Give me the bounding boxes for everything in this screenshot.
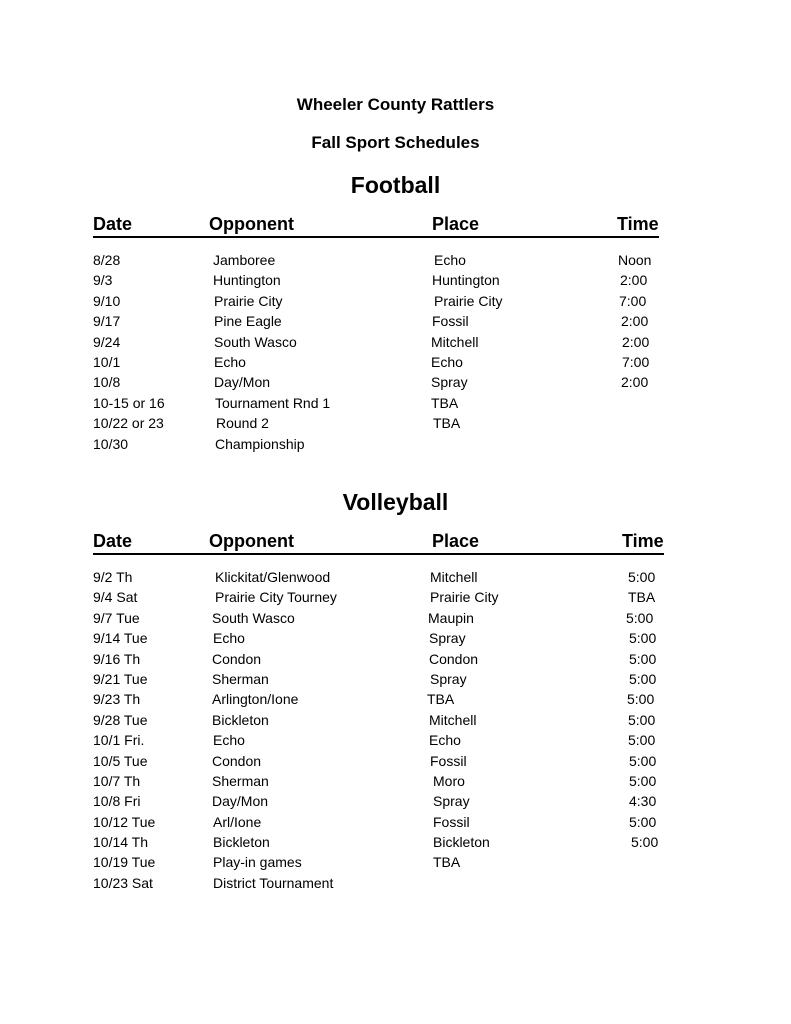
volleyball-cell-opponent: Bickleton	[213, 834, 270, 851]
football-cell-time: 2:00	[621, 313, 649, 330]
football-cell-opponent: Prairie City	[214, 292, 283, 309]
football-cell-date: 10/8	[93, 374, 121, 391]
volleyball-cell-date: 9/16 Th	[93, 650, 141, 667]
volleyball-table-row	[93, 813, 673, 833]
football-cell-date: 9/10	[93, 292, 121, 309]
football-cell-place: TBA	[431, 394, 459, 411]
football-cell-place: Echo	[434, 252, 466, 268]
volleyball-cell-date: 9/2 Th	[93, 569, 133, 585]
football-cell-place: Fossil	[432, 313, 469, 330]
volleyball-cell-place: Mitchell	[430, 569, 478, 585]
football-cell-date: 9/24	[93, 333, 121, 350]
volleyball-cell-opponent: District Tournament	[213, 874, 334, 891]
volleyball-cell-date: 10/8 Fri	[93, 793, 141, 810]
football-cell-opponent: Pine Eagle	[214, 313, 282, 330]
football-cell-time: Noon	[618, 252, 652, 268]
volleyball-table-row	[93, 792, 673, 812]
football-cell-date: 9/3	[93, 272, 113, 289]
volleyball-cell-place: Echo	[429, 732, 461, 749]
volleyball-cell-time: 5:00	[629, 772, 657, 789]
volleyball-cell-place: Condon	[429, 650, 479, 667]
volleyball-cell-date: 10/12 Tue	[93, 813, 156, 830]
volleyball-cell-place: TBA	[427, 691, 455, 708]
football-cell-opponent: Championship	[215, 435, 305, 452]
volleyball-cell-place: Fossil	[430, 752, 467, 769]
volleyball-cell-place: Spray	[430, 670, 467, 687]
football-table-row	[93, 353, 673, 373]
football-cell-opponent: Huntington	[213, 272, 281, 289]
volleyball-cell-opponent: Arl/Ione	[213, 813, 262, 830]
volleyball-cell-opponent: Condon	[212, 650, 262, 667]
volleyball-table-row	[93, 874, 673, 894]
volleyball-cell-opponent: Sherman	[212, 772, 269, 789]
football-cell-place: Huntington	[432, 272, 500, 289]
volleyball-cell-place: Maupin	[428, 609, 474, 626]
volleyball-table-header	[93, 531, 664, 555]
football-cell-time: 7:00	[619, 292, 647, 309]
volleyball-cell-time: 5:00	[629, 630, 657, 647]
volleyball-cell-date: 9/4 Sat	[93, 589, 138, 606]
football-cell-date: 8/28	[93, 252, 121, 268]
volleyball-header-place: Place	[432, 531, 480, 551]
football-section-title: Football	[350, 172, 441, 198]
volleyball-table-row	[93, 711, 673, 731]
volleyball-cell-opponent: Arlington/Ione	[212, 691, 299, 708]
football-cell-date: 10/22 or 23	[93, 415, 164, 432]
football-table-row	[93, 271, 673, 291]
football-header-place: Place	[432, 214, 480, 234]
volleyball-section-title: Volleyball	[342, 489, 449, 515]
football-table-row	[93, 373, 673, 393]
football-header-opponent: Opponent	[209, 214, 294, 234]
football-cell-place: Spray	[431, 374, 468, 391]
volleyball-cell-date: 10/19 Tue	[93, 854, 156, 871]
volleyball-table-row	[93, 609, 673, 629]
volleyball-cell-place: Prairie City	[430, 589, 499, 606]
football-table-row	[93, 394, 673, 414]
volleyball-cell-date: 9/7 Tue	[93, 609, 140, 626]
volleyball-cell-place: Mitchell	[429, 711, 477, 728]
football-header-time: Time	[617, 214, 659, 234]
volleyball-table-row	[93, 670, 673, 690]
volleyball-cell-place: Fossil	[433, 813, 470, 830]
football-cell-time: 2:00	[622, 333, 650, 350]
football-cell-time: 2:00	[621, 374, 649, 391]
football-cell-opponent: Echo	[214, 353, 246, 370]
football-cell-place: Prairie City	[434, 292, 503, 309]
volleyball-cell-opponent: Play-in games	[213, 854, 302, 871]
football-table-row	[93, 292, 673, 312]
football-cell-opponent: South Wasco	[214, 333, 297, 350]
volleyball-cell-place: Spray	[433, 793, 470, 810]
volleyball-cell-date: 9/28 Tue	[93, 711, 148, 728]
volleyball-cell-time: 5:00	[631, 834, 659, 851]
volleyball-cell-opponent: Day/Mon	[212, 793, 269, 810]
volleyball-cell-time: 5:00	[628, 732, 656, 749]
volleyball-header-opponent: Opponent	[209, 531, 294, 551]
volleyball-cell-time: 5:00	[628, 711, 656, 728]
volleyball-table-row	[93, 833, 673, 853]
volleyball-table-row	[93, 690, 673, 710]
schedule-subtitle: Fall Sport Schedules	[311, 133, 480, 152]
volleyball-cell-place: Spray	[429, 630, 466, 647]
volleyball-cell-opponent: Condon	[212, 752, 262, 769]
volleyball-cell-date: 9/23 Th	[93, 691, 141, 708]
football-table-row	[93, 435, 673, 455]
volleyball-cell-date: 10/1 Fri.	[93, 732, 145, 749]
volleyball-cell-opponent: Sherman	[212, 670, 269, 687]
football-table-body	[93, 251, 673, 455]
volleyball-cell-place: Bickleton	[433, 834, 490, 851]
volleyball-table-row	[93, 650, 673, 670]
volleyball-cell-time: 5:00	[627, 691, 655, 708]
volleyball-header-date: Date	[93, 531, 133, 551]
volleyball-cell-date: 9/21 Tue	[93, 670, 148, 687]
football-cell-time: 2:00	[620, 272, 648, 289]
football-cell-place: Mitchell	[431, 333, 479, 350]
football-table-header	[93, 214, 659, 238]
football-table-row	[93, 333, 673, 353]
football-cell-opponent: Round 2	[216, 415, 269, 432]
football-cell-date: 10/30	[93, 435, 129, 452]
football-cell-time: 7:00	[622, 353, 650, 370]
volleyball-table-row	[93, 853, 673, 873]
volleyball-cell-date: 10/23 Sat	[93, 874, 153, 891]
volleyball-cell-date: 10/14 Th	[93, 834, 149, 851]
volleyball-header-time: Time	[622, 531, 664, 551]
volleyball-cell-opponent: Bickleton	[212, 711, 269, 728]
volleyball-table-row	[93, 588, 673, 608]
football-cell-place: TBA	[433, 415, 461, 432]
volleyball-table-row	[93, 629, 673, 649]
football-cell-date: 10/1	[93, 353, 121, 370]
football-table-row	[93, 312, 673, 332]
football-cell-opponent: Day/Mon	[214, 374, 271, 391]
football-table-row	[93, 414, 673, 434]
volleyball-cell-opponent: Prairie City Tourney	[215, 589, 337, 606]
football-table-row	[93, 251, 673, 271]
volleyball-cell-time: 5:00	[629, 752, 657, 769]
org-title: Wheeler County Rattlers	[296, 95, 495, 114]
football-cell-place: Echo	[431, 353, 463, 370]
volleyball-cell-opponent: Klickitat/Glenwood	[215, 569, 331, 585]
volleyball-table-row	[93, 731, 673, 751]
volleyball-cell-time: 5:00	[629, 670, 657, 687]
volleyball-cell-time: 5:00	[626, 609, 654, 626]
football-cell-date: 10-15 or 16	[93, 394, 165, 411]
volleyball-cell-opponent: Echo	[213, 732, 245, 749]
volleyball-cell-opponent: South Wasco	[212, 609, 295, 626]
volleyball-cell-place: Moro	[433, 772, 465, 789]
football-cell-date: 9/17	[93, 313, 121, 330]
volleyball-table-row	[93, 752, 673, 772]
volleyball-cell-time: 4:30	[629, 793, 657, 810]
volleyball-cell-time: 5:00	[628, 569, 656, 585]
volleyball-table-row	[93, 772, 673, 792]
volleyball-cell-date: 10/5 Tue	[93, 752, 148, 769]
volleyball-cell-time: TBA	[628, 589, 656, 606]
volleyball-cell-time: 5:00	[629, 813, 657, 830]
volleyball-cell-date: 10/7 Th	[93, 772, 141, 789]
football-cell-opponent: Jamboree	[213, 252, 276, 268]
volleyball-cell-opponent: Echo	[213, 630, 245, 647]
football-cell-opponent: Tournament Rnd 1	[215, 394, 331, 411]
volleyball-cell-date: 9/14 Tue	[93, 630, 148, 647]
football-header-date: Date	[93, 214, 133, 234]
volleyball-cell-time: 5:00	[629, 650, 657, 667]
volleyball-cell-place: TBA	[433, 854, 461, 871]
volleyball-table-body	[93, 568, 673, 894]
volleyball-table-row	[93, 568, 673, 588]
